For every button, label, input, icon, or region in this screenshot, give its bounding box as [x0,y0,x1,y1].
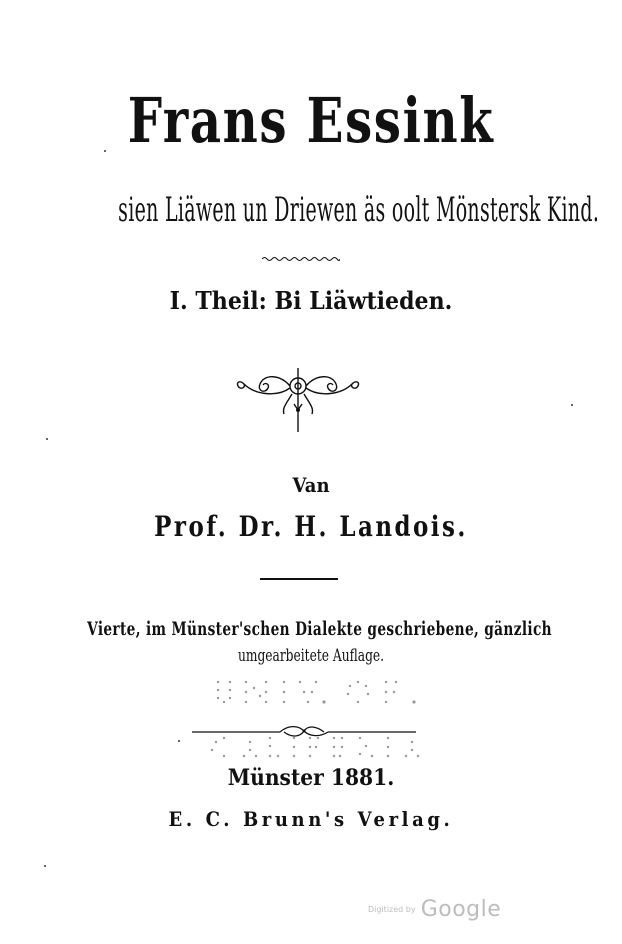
paper-speck [46,438,48,440]
library-stamp-line-1 [0,676,622,711]
author-name: Prof. Dr. H. Landois. [154,510,468,543]
scroll-ornament [232,364,364,434]
part-number: I. Theil: [169,286,267,315]
paper-speck [178,740,180,742]
edition-line-1: Vierte, im Münster'schen Dialekte geschriebene, gänzlich [87,618,552,640]
wavy-rule-ornament [262,255,340,263]
part-heading [25,286,597,315]
book-title: Frans Essink [127,84,495,157]
book-subtitle: sien Liäwen un Driewen äs oolt Mönstersk Kind. [118,190,600,230]
divider-line [260,578,338,580]
edition-line-2: umgearbeitete Auflage. [237,646,385,666]
library-stamp-line-2 [0,736,622,766]
publisher: E. C. Brunn's Verlag. [168,807,454,831]
paper-speck [571,404,573,406]
paper-speck [44,865,46,867]
part-name: Bi Liäwtieden. [274,286,453,315]
place-and-year: Münster 1881. [227,765,395,791]
by-label: Van [292,473,330,497]
digitized-prefix: Digitized by [368,905,416,914]
digitized-watermark [368,897,501,922]
paper-speck [104,150,106,152]
google-logo: Google [420,897,502,922]
